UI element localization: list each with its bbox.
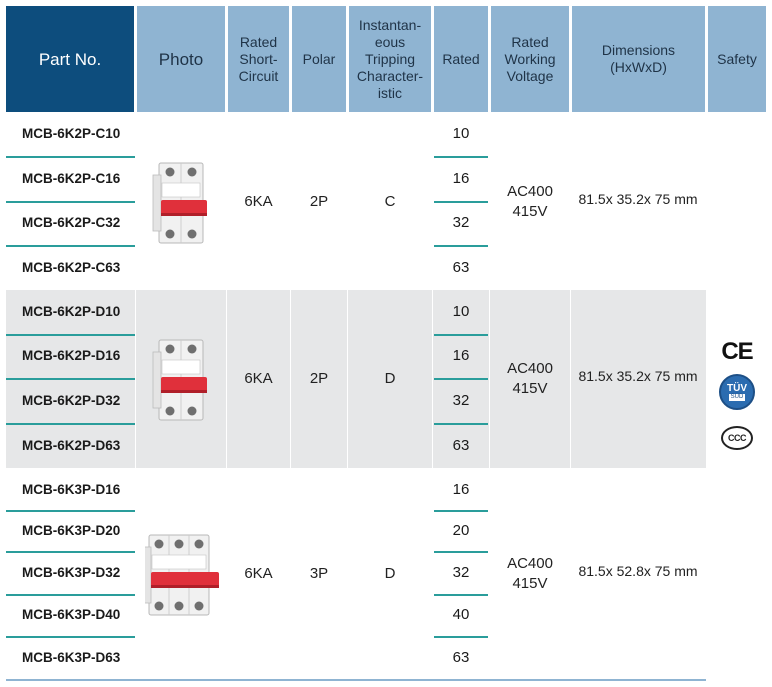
part-number: MCB-6K2P-C32 <box>22 215 121 230</box>
rated-current: 32 <box>452 392 470 409</box>
tripping-value: D <box>384 370 396 387</box>
breaker-side-clip <box>153 175 161 231</box>
part-number: MCB-6K3P-D16 <box>22 482 121 497</box>
row-separator <box>434 423 488 425</box>
voltage-value: AC400 415V <box>507 182 553 220</box>
terminal-screw-top <box>166 167 175 176</box>
tuv-mark-icon <box>708 374 766 410</box>
breaker-label <box>152 555 206 569</box>
ce-mark-icon <box>708 338 766 366</box>
terminal-screw-top <box>188 167 197 176</box>
terminal-screw-top <box>188 345 197 354</box>
breaker-image <box>145 529 223 621</box>
header-voltage: Rated Working Voltage <box>491 6 569 112</box>
dimensions-value: 81.5x 35.2x 75 mm <box>578 190 698 207</box>
terminal-screw-bottom <box>188 229 197 238</box>
ce-mark-text: CE <box>721 338 753 365</box>
row-separator <box>434 594 488 596</box>
column-divider <box>226 290 227 468</box>
breaker-photo <box>145 529 223 626</box>
breaker-photo <box>145 334 215 431</box>
dimensions-value: 81.5x 35.2x 75 mm <box>578 368 698 384</box>
row-separator <box>434 551 488 553</box>
header-tripping: Instantan- eous Tripping Character- istic <box>349 6 431 112</box>
terminal-screw-bottom <box>175 602 184 611</box>
polar-value: 2P <box>309 192 329 210</box>
breaker-photo <box>145 157 215 254</box>
rated-current: 63 <box>452 259 470 276</box>
terminal-screw-top <box>175 540 184 549</box>
header-polar: Polar <box>292 6 346 112</box>
row-separator <box>434 636 488 638</box>
tripping-value: C <box>384 192 396 210</box>
part-number: MCB-6K2P-C16 <box>22 171 121 186</box>
row-separator <box>6 378 135 380</box>
row-separator <box>6 636 135 638</box>
rated-current: 16 <box>452 347 470 364</box>
row-separator <box>6 423 135 425</box>
column-divider <box>432 290 433 468</box>
terminal-screw-bottom <box>195 602 204 611</box>
row-separator <box>6 245 135 247</box>
tuv-badge <box>719 374 755 410</box>
terminal-screw-top <box>195 540 204 549</box>
part-number: MCB-6K3P-D32 <box>22 565 121 580</box>
rated-current: 32 <box>452 214 470 231</box>
breaker-side-clip <box>145 547 151 603</box>
rated-current: 10 <box>452 303 470 320</box>
tripping-value: D <box>384 565 396 582</box>
breaker-image <box>145 334 215 426</box>
row-separator <box>6 594 135 596</box>
terminal-screw-top <box>155 540 164 549</box>
part-number: MCB-6K2P-D10 <box>22 304 121 319</box>
row-separator <box>6 551 135 553</box>
part-number: MCB-6K3P-D63 <box>22 650 121 665</box>
breaker-side-clip <box>153 352 161 408</box>
terminal-screw-bottom <box>166 229 175 238</box>
column-divider <box>290 290 291 468</box>
row-separator <box>434 245 488 247</box>
tuv-mark-text: TÜV <box>727 383 747 394</box>
part-number: MCB-6K2P-D16 <box>22 348 121 363</box>
part-number: MCB-6K2P-C10 <box>22 126 121 141</box>
breaker-handle-shadow <box>161 390 207 393</box>
short-circuit-value: 6KA <box>244 565 273 582</box>
header-short-circuit: Rated Short- Circuit <box>228 6 289 112</box>
row-separator <box>6 201 135 203</box>
dimensions-value: 81.5x 52.8x 75 mm <box>578 563 698 579</box>
header-photo: Photo <box>137 6 225 112</box>
rated-current: 32 <box>452 564 470 581</box>
polar-value: 2P <box>309 370 329 387</box>
breaker-label <box>162 360 200 374</box>
row-separator <box>434 378 488 380</box>
header-safety: Safety <box>708 6 766 112</box>
breaker-image <box>145 157 215 249</box>
tuv-mark-sub: SÜD <box>730 394 744 400</box>
ccc-mark-text: CCC <box>728 433 746 443</box>
rated-current: 40 <box>452 606 470 623</box>
part-number: MCB-6K3P-D40 <box>22 607 121 622</box>
terminal-screw-bottom <box>188 407 197 416</box>
row-separator <box>6 156 135 158</box>
breaker-handle-shadow <box>161 213 207 216</box>
voltage-value: AC400 415V <box>507 360 553 397</box>
row-separator <box>434 334 488 336</box>
short-circuit-value: 6KA <box>244 192 273 210</box>
header-dimensions: Dimensions (HxWxD) <box>572 6 705 112</box>
short-circuit-value: 6KA <box>244 370 273 387</box>
polar-value: 3P <box>309 565 329 582</box>
row-separator <box>434 156 488 158</box>
rated-current: 16 <box>452 170 470 187</box>
row-separator <box>6 334 135 336</box>
terminal-screw-top <box>166 345 175 354</box>
header-part-no: Part No. <box>6 6 134 112</box>
rated-current: 63 <box>452 649 470 666</box>
ccc-badge <box>721 426 753 450</box>
rated-current: 63 <box>452 437 470 454</box>
voltage-value: AC400 415V <box>507 555 553 592</box>
ccc-mark-icon <box>708 426 766 450</box>
row-separator <box>434 201 488 203</box>
breaker-label <box>162 183 200 197</box>
table-bottom-line <box>6 679 706 681</box>
terminal-screw-bottom <box>155 602 164 611</box>
part-number: MCB-6K2P-D32 <box>22 393 121 408</box>
row-separator <box>6 510 135 512</box>
part-number: MCB-6K3P-D20 <box>22 523 121 538</box>
rated-current: 10 <box>452 125 470 142</box>
rated-current: 20 <box>452 522 470 539</box>
part-number: MCB-6K2P-D63 <box>22 438 121 453</box>
column-divider <box>135 290 136 468</box>
breaker-handle-shadow <box>151 585 219 588</box>
terminal-screw-bottom <box>166 407 175 416</box>
header-rated: Rated <box>434 6 488 112</box>
rated-current: 16 <box>452 481 470 498</box>
column-divider <box>347 290 348 468</box>
row-separator <box>434 510 488 512</box>
part-number: MCB-6K2P-C63 <box>22 260 121 275</box>
